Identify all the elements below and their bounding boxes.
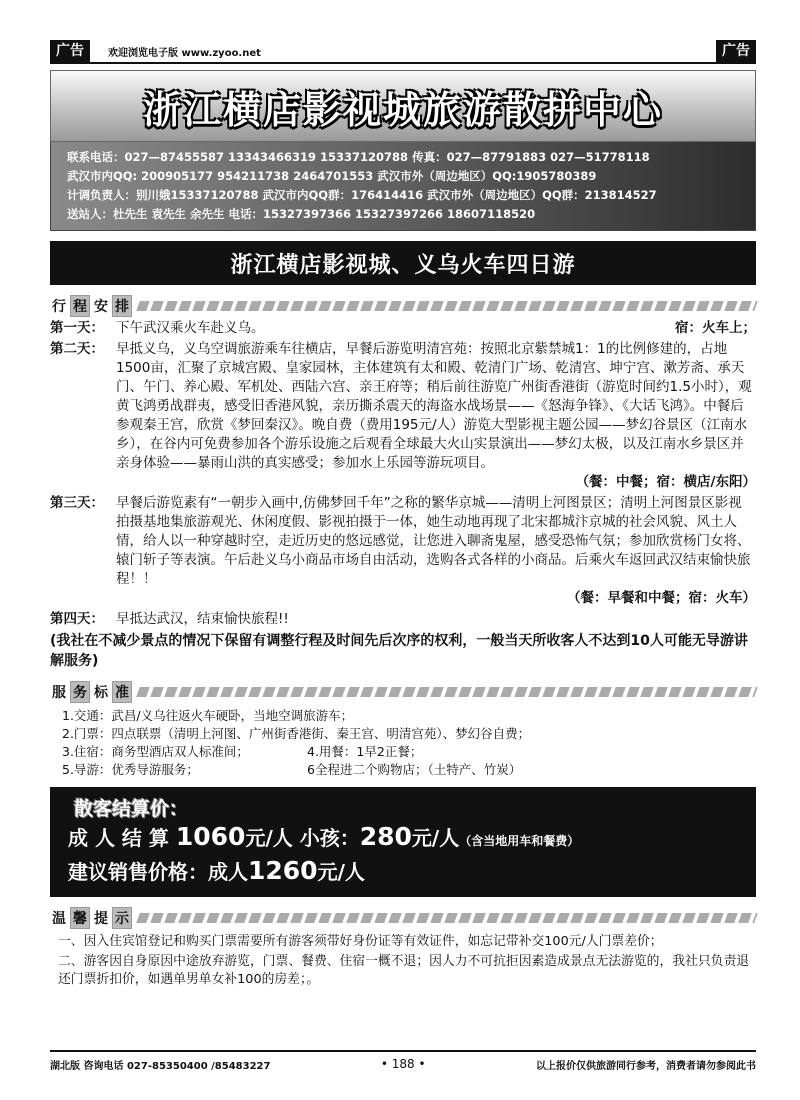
section-head-char: 提 xyxy=(94,911,108,927)
contact-line: 计调负责人：别川娥15337120788 武汉市内QQ群：176414416 武汉市外（周边地区）QQ群：213814527 xyxy=(67,188,657,202)
day-item xyxy=(50,319,756,338)
top-bar xyxy=(50,40,756,64)
section-head-char: 示 xyxy=(112,907,132,929)
section-head-char: 安 xyxy=(94,299,108,315)
day-meal-note: （餐：中餐；宿：横店/东阳） xyxy=(575,474,756,490)
contact-line: 送站人：杜先生 袁先生 余先生 电话：15327397366 15327397266 18607118520 xyxy=(67,207,536,221)
section-head-char: 准 xyxy=(112,681,132,703)
section-head-char: 标 xyxy=(94,685,108,701)
adult-unit: 元/人 xyxy=(245,826,293,850)
tip-item: 二、游客因自身原因中途放弃游览，门票、餐费、住宿一概不退；因人力不可抗拒因素造成景点无法游览的，我社只负责退还门票折扣价，如遇单男单女补100的房差；。 xyxy=(58,954,750,987)
service-row xyxy=(62,761,756,779)
section-head-decoration xyxy=(136,301,758,311)
suggest-label: 建议销售价格：成人 xyxy=(68,860,248,884)
day-label: 第二天： xyxy=(50,341,104,357)
child-note: （含当地用车和餐费） xyxy=(459,834,580,848)
day-note: 宿：火车上； xyxy=(675,320,756,336)
child-label: 小孩： xyxy=(292,826,360,850)
section-head-char: 排 xyxy=(112,295,132,317)
child-price: 280 xyxy=(359,822,412,851)
footer-disclaimer: 以上报价仅供旅游同行参考，消费者请勿参阅此书 xyxy=(536,1061,756,1072)
tour-title: 浙江横店影视城、义乌火车四日游 xyxy=(230,252,576,278)
service-item: 2.门票：四点联票（清明上河图、广州街香港街、秦王宫、明清宫苑）、梦幻谷自费； xyxy=(62,726,531,741)
ad-tag-right: 广告 xyxy=(716,40,756,62)
day-text: 下午武汉乘火车赴义乌。 xyxy=(116,320,265,336)
day-item xyxy=(50,610,756,629)
suggest-price: 1260 xyxy=(248,856,318,885)
section-head-char: 温 xyxy=(52,911,66,927)
ad-tag-left: 广告 xyxy=(50,40,90,62)
day-text: 早抵义乌，义乌空调旅游乘车往横店，早餐后游览明清宫苑：按照北京紫禁城1：1的比例修建的，占地1500亩，汇聚了京城宫殿、皇家园林，主体建筑有太和殿、乾清门广场、乾清宫、坤宁宫、漱芳斋、承天门、午门、养心殿、军机处、西陆六宫、亲王府等；稍后前往游览广州街香港街（游览时间约1.5小时），观黄飞鸿勇战群夷，感受旧香港风貌，亲历撕杀震天的海盗水战场景——《怒海争锋》、《大话飞鸿》。中餐后参观秦王宫，欣赏《梦回秦汉》。晚自费（费用195元/人）游览大型影视主题公园——梦幻谷景区（江南水乡），在谷内可免费参加各个游乐设施之后观看全球最大火山实景演出——梦幻太极，以及江南水乡景区并亲身体验——暴雨山洪的真实感受；参加水上乐园等游玩项目。 xyxy=(116,341,752,471)
adult-price: 1060 xyxy=(175,822,246,851)
day-label: 第四天： xyxy=(50,611,104,627)
suggest-unit: 元/人 xyxy=(317,860,365,884)
tour-title-bar xyxy=(50,241,756,285)
footer xyxy=(50,1050,756,1072)
section-head-char: 行 xyxy=(52,299,66,315)
section-head-tips xyxy=(50,907,756,929)
service-row xyxy=(62,743,756,761)
section-head-service xyxy=(50,681,756,703)
day-item xyxy=(50,494,756,608)
contact-block xyxy=(50,142,756,231)
price-line-settlement xyxy=(68,822,738,856)
service-item: 3.住宿：商务型酒店双人标准间； xyxy=(62,744,249,759)
day-meal-note: （餐：早餐和中餐；宿：火车） xyxy=(567,590,756,606)
child-unit: 元/人 xyxy=(411,826,460,850)
day-text: 早抵达武汉，结束愉快旅程!! xyxy=(116,611,289,627)
day-label: 第一天： xyxy=(50,320,104,336)
service-row xyxy=(62,725,756,743)
service-row xyxy=(62,707,756,725)
service-item: 4.用餐：1早2正餐； xyxy=(307,744,423,759)
day-text: 早餐后游览素有“一朝步入画中,仿佛梦回千年”之称的繁华京城——清明上河图景区；清明上河图景区影视拍摄基地集旅游观光、休闲度假、影视拍摄于一体，她生动地再现了北宋都城汴京城的社会风貌、风土人情，给人以一种穿越时空，走近历史的悠远感觉，让您进入聊斋鬼屋，感受恐怖气氛；参加欣赏杨门女将、辕门斩子等表演。午后赴义乌小商品市场自由活动，选购各式各样的小商品。后乘火车返回武汉结束愉快旅程！！ xyxy=(116,495,751,587)
service-item: 1.交通：武昌/义乌往返火车硬卧，当地空调旅游车； xyxy=(62,708,354,723)
tip-item: 一、因入住宾馆登记和购买门票需要所有游客须带好身份证等有效证件，如忘记带补交100元/人门票差价； xyxy=(58,934,663,949)
contact-line: 武汉市内QQ: 200905177 954211738 2464701553 武汉市外（周边地区）QQ:1905780389 xyxy=(67,169,597,183)
service-item: 5.导游：优秀导游服务； xyxy=(62,762,199,777)
price-line-suggested xyxy=(68,856,738,887)
day-label: 第三天： xyxy=(50,495,104,511)
section-head-char: 馨 xyxy=(70,907,90,929)
tips-list xyxy=(50,933,756,989)
title-banner xyxy=(50,70,756,142)
service-list xyxy=(50,707,756,779)
page-number: • 188 • xyxy=(380,1057,426,1071)
section-head-char: 务 xyxy=(70,681,90,703)
page-frame xyxy=(50,40,756,989)
section-head-itinerary xyxy=(50,295,756,317)
contact-line: 联系电话：027—87455587 13343466319 15337120788 传真：027—87791883 027—51778118 xyxy=(67,150,650,164)
section-head-char: 服 xyxy=(52,685,66,701)
itinerary-notice: (我社在不减少景点的情况下保留有调整行程及时间先后次序的权利，一般当天所收客人不达到10人可能无导游讲解服务) xyxy=(50,633,748,669)
section-head-char: 程 xyxy=(70,295,90,317)
page-title: 浙江横店影视城旅游散拼中心 xyxy=(142,87,663,132)
day-item xyxy=(50,340,756,492)
price-title: 散客结算价： xyxy=(74,798,189,820)
service-item: 6全程进二个购物店；（土特产、竹炭） xyxy=(307,762,522,777)
adult-label: 成 人 结 算 xyxy=(68,826,176,850)
section-head-decoration xyxy=(136,913,758,923)
section-head-decoration xyxy=(136,687,758,697)
footer-contact: 湖北版 咨询电话 027-85350400 /85483227 xyxy=(50,1061,271,1072)
price-box xyxy=(50,787,756,897)
site-url: 欢迎浏览电子版 www.zyoo.net xyxy=(108,48,261,59)
